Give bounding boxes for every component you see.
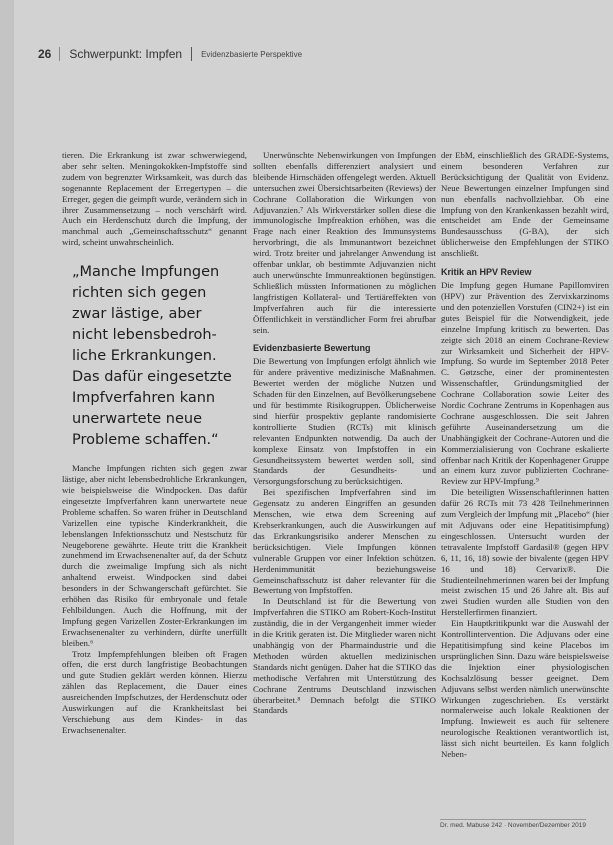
paragraph: Bei spezifischen Impfverfahren sind im Gegensatz zu anderen Eingriffen an gesunden Menschen, wie etwa dem Screening auf Krebserkrankungen, auch die Auswirkungen auf das Erkrankungsrisiko anderer Menschen zu berücksichtigen. Viele Impfungen können vulnerable Gruppen vor einer Infektion schützen. Herdenimmunität beziehungsweise Gemeinschaftsschutz ist daher relevanter für die Bewertung von Impfstoffen. [253, 487, 436, 596]
running-header [38, 44, 302, 64]
paragraph: Die Impfung gegen Humane Papillomviren (HPV) zur Prävention des Zervixkarzinoms und den potenziellen Vorstufen (CIN2+) ist ein gutes Beispiel für die Notwendigkeit, jede einzelne Impfung kritisch zu bewerten. Das zeigte sich 2018 an einem Cochrane-Review zur Wirksamkeit und Sicherheit der HPV-Impfung. So wurde im September 2018 Peter C. Gøtzsche, einer der prominentesten Wissenschaftler, Gründungsmitglied der Cochrane Collaboration sowie Leiter des Nordic Cochrane Zentrums in Kopenhagen aus Cochrane ausgeschlossen. Die seit Jahren geführte Auseinandersetzung um die Unabhängigkeit der Cochrane-Autoren und die Kommerzialisierung von Cochrane eskalierte offenbar nach Kritik der Kopenhagener Gruppe an einem kurz zuvor publizierten Cochrane-Review zur HPV-Impfung.⁹ [441, 280, 609, 487]
paragraph: Unerwünschte Nebenwirkungen von Impfungen sollten ebenfalls differenziert analysiert und bleibende Hirnschäden offengelegt werden. Aktuell untersuchen zwei Übersichtsarbeiten (Reviews) der Cochrane Collaboration die Wirkungen von Adjuvanzien.⁷ Als Wirkverstärker sollen diese die immunologische Impfreaktion erhöhen, was die Frage nach einer Reaktion des Immunsystems hervorbringt, die als Immunantwort bezeichnet wird. Trotz breiter und jahrelanger Anwendung ist offenbar unklar, ob bestimmte Adjuvanzien nicht auch unerwünschte Immunreaktionen begünstigen. Schließlich müssten Informationen zu möglichen langfristigen Kollateral- und Tertiäreffekten von Impfverfahren auch für die interessierte Öffentlichkeit in verständlicher Form frei abrufbar sein. [253, 150, 436, 335]
quote-line: nicht lebensbedroh- [72, 327, 217, 344]
quote-line: unerwartete neue [72, 411, 203, 428]
quote-line: zwar lästige, aber [72, 306, 202, 323]
paragraph: In Deutschland ist für die Bewertung von Impfverfahren die STIKO am Robert-Koch-Institut zuständig, die in der Vergangenheit immer wieder in die Kritik geraten ist. Die Mitglieder waren nicht unabhängig von der Pharmaindustrie und die Methoden würden aktuellen medizinischen Standards nicht genügen. Daher hat die STIKO das methodische Verfahren mit Unterstützung des Cochrane Zentrums Deutschland inzwischen überarbeitet.⁸ Demnach befolgt die STIKO Standards [253, 596, 436, 716]
paragraph: der EbM, einschließlich des GRADE-Systems, einem besonderen Verfahren zur Berücksichtigung der Qualität von Evidenz. Neue Bewertungen einzelner Impfungen sind nun ebenfalls nachvollziehbar. Ob eine Impfung von den Krankenkassen bezahlt wird, entscheidet am Ende der Gemeinsame Bundesausschuss (G-BA), der sich üblicherweise den Empfehlungen der STIKO anschließt. [441, 150, 609, 259]
quote-line: Probleme schaffen.“ [72, 432, 219, 449]
section-heading: Kritik an HPV Review [441, 267, 532, 278]
section-heading: Evidenzbasierte Bewertung [253, 343, 371, 354]
paragraph: Ein Hauptkritikpunkt war die Auswahl der Kontrollintervention. Die Adjuvans oder eine Hepatitisimpfung sind keine Placebos im ursprünglichen Sinn. Dazu wäre beispielsweise die Injektion einer physiologischen Kochsalzlösung besser geeignet. Dem Adjuvans selbst werden nämlich unerwünschte Wirkungen zugeschrieben. Es verstärkt normalerweise auch lokale Reaktionen der Impfung. Inwieweit es auch für seltenere neurologische Reaktionen verantwortlich ist, lässt sich nicht beurteilen. Es kann folglich Neben- [441, 618, 609, 760]
paragraph: Die beteiligten Wissenschaftlerinnen hatten dafür 26 RCTs mit 73 428 Teilnehmerinnen zum Vergleich der Impfung mit „Placebo“ (hier mit Adjuvans oder eine Hepatitisimpfung) eingeschlossen. Untersucht wurden der tetravalente Impfstoff Gardasil® (gegen HPV 6, 11, 16, 18) sowie der bivalente (gegen HPV 16 und 18) Cervarix®. Die Studienteilnehmerinnen waren bei der Impfung meist zwischen 15 und 26 Jahre alt. Bis auf zwei Studien wurden alle Studien von den Herstellerfirmen finanziert. [441, 487, 609, 618]
paragraph: Manche Impfungen richten sich gegen zwar lästige, aber nicht lebensbedrohliche Erkrankungen, wie beispielsweise die Windpocken. Das dafür eingesetzte Impfverfahren kann unerwartete neue Probleme schaffen. So waren früher in Deutschland Varizellen eine typische Kinderkrankheit, die lebenslangen Infektionsschutz und Nestschutz für Neugeborene gewährte. Heute tritt die Krankheit zunehmend im Erwachsenenalter auf, da der Schutz durch die zweimalige Impfung sich als nicht anhaltend erweist. Windpocken sind dabei besonders in der Schwangerschaft gefürchtet. Sie erhöhen das Risiko für embryonale und fetale Fehlbildungen. Auch die Hoffnung, mit der Impfung gegen Varizellen Zoster-Erkrankungen im Erwachsenenalter zu verhindern, dürfte unerfüllt bleiben.⁶ [62, 463, 247, 648]
quote-line: liche Erkrankungen. [72, 348, 217, 365]
subsection-title: Evidenzbasierte Perspektive [201, 49, 303, 59]
quote-line: Impfverfahren kann [72, 390, 216, 407]
quote-line: „Manche Impfungen [72, 264, 220, 281]
column-2 [253, 150, 436, 716]
footer-issue: Dr. med. Mabuse 242 · November/Dezember 2019 [440, 819, 586, 829]
quote-line: richten sich gegen [72, 285, 207, 302]
paragraph: tieren. Die Erkrankung ist zwar schwerwiegend, aber sehr selten. Meningokokken-Impfstoffe sind zudem von begrenzter Wirksamkeit, was durch das sogenannte Replacement der Erregertypen – die Erreger, gegen die geimpft wurde, verändern sich in ihrer Zusammensetzung – noch verschärft wird. Auch ein Herdenschutz durch die Impfung, der manchmal auch „Gemeinschaftsschutz“ genannt wird, scheint unwahrscheinlich. [62, 150, 247, 248]
column-3 [441, 150, 609, 760]
pull-quote [72, 262, 247, 451]
section-title: Schwerpunkt: Impfen [60, 47, 192, 61]
scan-edge [0, 0, 14, 845]
quote-line: Das dafür eingesetzte [72, 369, 232, 386]
paragraph: Trotz Impfempfehlungen bleiben oft Fragen offen, die erst durch langfristige Beobachtungen und gute Studien geklärt werden können. Hierzu zählen das Replacement, die Dauer eines ausreichenden Impfschutzes, der Herdenschutz oder Auswirkungen auf die Krankheitslast bei Verschiebung aus dem Kindes- in das Erwachsenenalter. [62, 648, 247, 735]
page-number: 26 [38, 47, 60, 61]
column-1 [62, 150, 247, 736]
paragraph: Die Bewertung von Impfungen erfolgt ähnlich wie für andere präventive medizinische Maßnahmen. Bewertet werden der mögliche Nutzen und Schaden für den Einzelnen, auf Bevölkerungsebene und für bestimmte Risikogruppen. Üblicherweise sind hierfür prospektiv geplante randomisierte kontrollierte Studien (RCTs) mit klinisch relevanten Endpunkten notwendig. Da auch der komplexe Einsatz von Impfstoffen in ein Gesundheitssystem bewertet werden soll, sind Standards der Gesundheits- und Versorgungsforschung zu berücksichtigen. [253, 356, 436, 487]
